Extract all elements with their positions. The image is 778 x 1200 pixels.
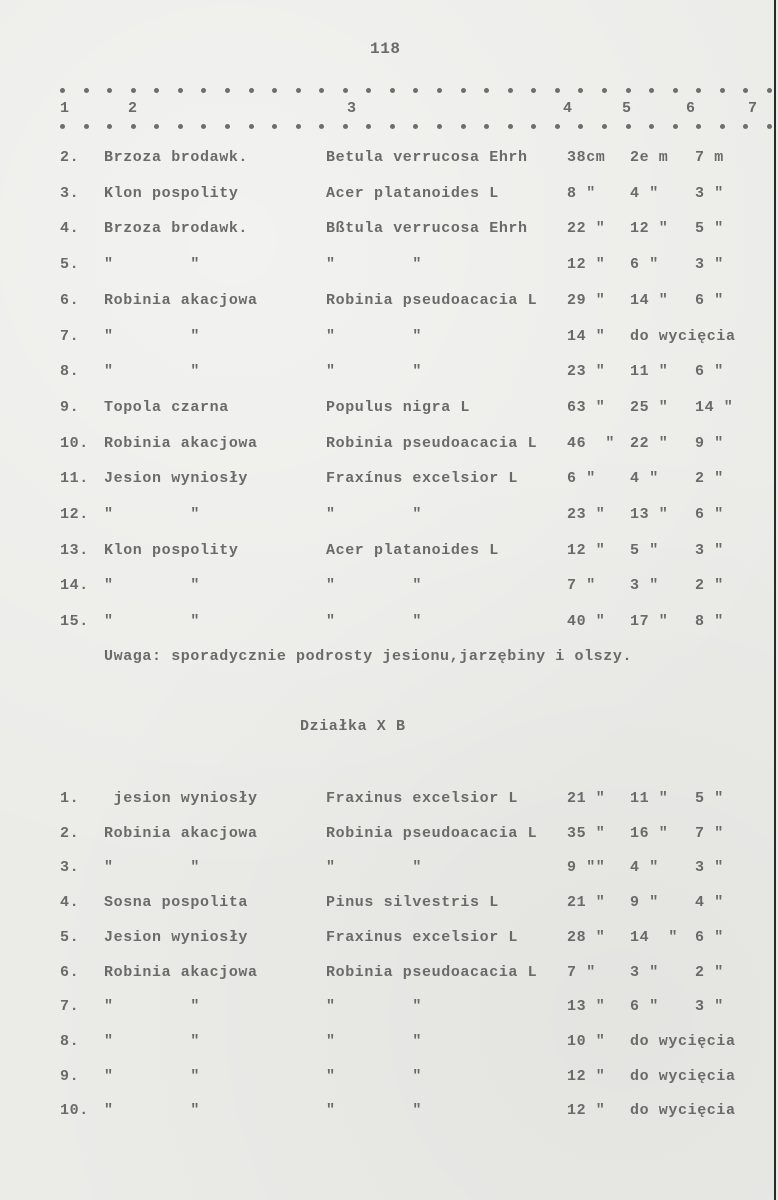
- diameter: 13 ": [567, 998, 606, 1016]
- crown-width: 2 ": [695, 577, 724, 595]
- polish-name: Jesion wyniosły: [104, 470, 249, 488]
- dot: [272, 88, 277, 93]
- dotted-separator-top: [60, 88, 772, 98]
- height: 13 ": [630, 506, 669, 523]
- crown-width: 4 ": [695, 894, 724, 912]
- dot: [437, 88, 442, 93]
- height: 16 ": [630, 824, 669, 842]
- section-title: Działka X B: [300, 718, 406, 735]
- dot: [178, 88, 183, 93]
- diameter: 6 ": [567, 470, 596, 488]
- crown-width: 3 ": [695, 541, 724, 559]
- polish-name: Klon pospolity: [104, 184, 239, 202]
- dot: [296, 124, 301, 129]
- diameter: 38cm: [567, 149, 606, 166]
- row-number: 8.: [60, 363, 80, 381]
- latin-name: Robinia pseudoacacia L: [326, 291, 538, 309]
- polish-name: " ": [104, 577, 201, 595]
- polish-name: " ": [104, 327, 201, 345]
- polish-name: " ": [104, 613, 201, 631]
- table-row: [0, 577, 776, 601]
- crown-width: 3 ": [695, 859, 724, 877]
- diameter: 9 "": [567, 859, 606, 877]
- crown-width: 6 ": [695, 291, 724, 309]
- latin-name: " ": [326, 506, 423, 523]
- height: 9 ": [630, 894, 659, 912]
- polish-name: Klon pospolity: [104, 541, 239, 559]
- row-number: 2.: [60, 824, 80, 842]
- diameter: 12 ": [567, 1067, 606, 1085]
- table-row: [0, 1102, 776, 1126]
- crown-width: 6 ": [695, 506, 724, 523]
- diameter: 7 ": [567, 963, 596, 981]
- dot: [602, 88, 607, 93]
- dot: [602, 124, 607, 129]
- dot: [178, 124, 183, 129]
- polish-name: jesion wyniosły: [104, 790, 258, 807]
- dot: [578, 88, 583, 93]
- latin-name: " ": [326, 1067, 423, 1085]
- polish-name: Robinia akacjowa: [104, 434, 258, 452]
- dot: [60, 124, 65, 129]
- crown-width: 8 ": [695, 613, 724, 631]
- row-number: 3.: [60, 184, 80, 202]
- row-number: 7.: [60, 998, 80, 1016]
- row-number: 4.: [60, 220, 80, 238]
- row-number: 6.: [60, 291, 80, 309]
- row-number: 11.: [60, 470, 89, 488]
- row-number: 5.: [60, 928, 80, 946]
- diameter: 12 ": [567, 541, 606, 559]
- latin-name: Fraxinus excelsior L: [326, 790, 519, 807]
- height: 3 ": [630, 963, 659, 981]
- crown-width: 6 ": [695, 363, 724, 381]
- dot: [720, 88, 725, 93]
- latin-name: Fraxínus excelsior L: [326, 470, 519, 488]
- latin-name: " ": [326, 327, 423, 345]
- polish-name: " ": [104, 256, 201, 274]
- crown-width: 7 ": [695, 824, 724, 842]
- table-row: [0, 470, 776, 494]
- polish-name: " ": [104, 1102, 201, 1120]
- diameter: 12 ": [567, 256, 606, 274]
- diameter: 46 ": [567, 434, 616, 452]
- dot: [508, 88, 513, 93]
- table-row: [0, 399, 776, 423]
- dot: [272, 124, 277, 129]
- dot: [461, 124, 466, 129]
- height: 3 ": [630, 577, 659, 595]
- crown-width: 3 ": [695, 998, 724, 1016]
- polish-name: " ": [104, 859, 201, 877]
- table-row: [0, 256, 776, 280]
- table-row: [0, 894, 776, 918]
- page-number: 118: [370, 40, 401, 58]
- column-number-6: 6: [686, 100, 696, 117]
- latin-name: Robinia pseudoacacia L: [326, 434, 538, 452]
- polish-name: " ": [104, 1067, 201, 1085]
- height: 6 ": [630, 998, 659, 1016]
- dot: [461, 88, 466, 93]
- row-number: 10.: [60, 434, 89, 452]
- crown-width: 6 ": [695, 928, 724, 946]
- table-row: [0, 613, 776, 637]
- diameter: 10 ": [567, 1032, 606, 1050]
- diameter: 21 ": [567, 894, 606, 912]
- dot: [201, 124, 206, 129]
- dot: [531, 124, 536, 129]
- row-number: 6.: [60, 963, 80, 981]
- latin-name: " ": [326, 363, 423, 381]
- height: 12 ": [630, 220, 669, 238]
- dot: [390, 124, 395, 129]
- height: 5 ": [630, 541, 659, 559]
- latin-name: " ": [326, 1102, 423, 1120]
- table-row: [0, 790, 776, 814]
- latin-name: Robinia pseudoacacia L: [326, 963, 538, 981]
- row-number: 8.: [60, 1032, 80, 1050]
- dot: [366, 124, 371, 129]
- column-number-2: 2: [128, 100, 138, 117]
- row-number: 13.: [60, 541, 89, 559]
- dot: [154, 124, 159, 129]
- diameter: 14 ": [567, 327, 606, 345]
- dot: [366, 88, 371, 93]
- dot: [767, 88, 772, 93]
- diameter: 12 ": [567, 1102, 606, 1120]
- height: do wycięcia: [630, 1067, 736, 1085]
- dot: [343, 124, 348, 129]
- dot: [225, 124, 230, 129]
- dot: [343, 88, 348, 93]
- dot: [673, 88, 678, 93]
- dot: [555, 88, 560, 93]
- crown-width: 5 ": [695, 220, 724, 238]
- height: 4 ": [630, 184, 659, 202]
- dot: [84, 88, 89, 93]
- table-row: [0, 292, 776, 316]
- height: 14 ": [630, 928, 679, 946]
- polish-name: Brzoza brodawk.: [104, 220, 249, 238]
- latin-name: " ": [326, 577, 423, 595]
- dot: [673, 124, 678, 129]
- dot: [84, 124, 89, 129]
- table-row: [0, 328, 776, 352]
- column-number-7: 7: [748, 100, 758, 117]
- table-row: [0, 859, 776, 883]
- crown-width: 14 ": [695, 398, 734, 416]
- height: 6 ": [630, 256, 659, 274]
- dot: [154, 88, 159, 93]
- height: 11 ": [630, 790, 669, 807]
- height: do wycięcia: [630, 1032, 736, 1050]
- latin-name: Betula verrucosa Ehrh: [326, 149, 528, 166]
- dot: [225, 88, 230, 93]
- table-row: [0, 435, 776, 459]
- polish-name: Robinia akacjowa: [104, 291, 258, 309]
- column-number-5: 5: [622, 100, 632, 117]
- height: 4 ": [630, 470, 659, 488]
- diameter: 7 ": [567, 577, 596, 595]
- table-row: [0, 185, 776, 209]
- row-number: 3.: [60, 859, 80, 877]
- dot: [319, 124, 324, 129]
- diameter: 22 ": [567, 220, 606, 238]
- crown-width: 2 ": [695, 470, 724, 488]
- height: 4 ": [630, 859, 659, 877]
- crown-width: 7 m: [695, 149, 724, 166]
- column-number-1: 1: [60, 100, 70, 117]
- table-row: [0, 363, 776, 387]
- height: 22 ": [630, 434, 669, 452]
- column-number-3: 3: [347, 100, 357, 117]
- dot: [390, 88, 395, 93]
- table-row: [0, 998, 776, 1022]
- dot: [696, 88, 701, 93]
- latin-name: " ": [326, 1032, 423, 1050]
- table-row: [0, 506, 776, 530]
- row-number: 9.: [60, 1067, 80, 1085]
- table-row: [0, 1033, 776, 1057]
- polish-name: " ": [104, 506, 201, 523]
- height: 2e m: [630, 149, 669, 166]
- latin-name: Pinus silvestris L: [326, 894, 499, 912]
- polish-name: Robinia akacjowa: [104, 824, 258, 842]
- table-row: [0, 220, 776, 244]
- table-row: [0, 149, 776, 173]
- table-row: [0, 1068, 776, 1092]
- dot: [743, 124, 748, 129]
- diameter: 35 ": [567, 824, 606, 842]
- dot: [531, 88, 536, 93]
- row-number: 9.: [60, 398, 80, 416]
- dot: [107, 88, 112, 93]
- height: do wycięcia: [630, 327, 736, 345]
- dot: [578, 124, 583, 129]
- polish-name: Sosna pospolita: [104, 894, 249, 912]
- row-number: 2.: [60, 149, 80, 166]
- dot: [626, 88, 631, 93]
- dot: [249, 88, 254, 93]
- crown-width: 3 ": [695, 184, 724, 202]
- dot: [649, 88, 654, 93]
- polish-name: " ": [104, 363, 201, 381]
- diameter: 21 ": [567, 790, 606, 807]
- dot: [720, 124, 725, 129]
- height: 11 ": [630, 363, 669, 381]
- latin-name: Acer platanoides L: [326, 541, 499, 559]
- row-number: 4.: [60, 894, 80, 912]
- latin-name: " ": [326, 998, 423, 1016]
- note: Uwaga: sporadycznie podrosty jesionu,jarzębiny i olszy.: [104, 648, 633, 665]
- table-row: [0, 825, 776, 849]
- diameter: 23 ": [567, 363, 606, 381]
- polish-name: " ": [104, 998, 201, 1016]
- row-number: 1.: [60, 790, 80, 807]
- crown-width: 9 ": [695, 434, 724, 452]
- height: 17 ": [630, 613, 669, 631]
- dot: [201, 88, 206, 93]
- latin-name: Robinia pseudoacacia L: [326, 824, 538, 842]
- dot: [508, 124, 513, 129]
- dot: [296, 88, 301, 93]
- dot: [767, 124, 772, 129]
- dot: [413, 124, 418, 129]
- diameter: 63 ": [567, 398, 606, 416]
- crown-width: 5 ": [695, 790, 724, 807]
- polish-name: Brzoza brodawk.: [104, 149, 249, 166]
- latin-name: Fraxinus excelsior L: [326, 928, 519, 946]
- row-number: 14.: [60, 577, 89, 595]
- dot: [413, 88, 418, 93]
- dot: [107, 124, 112, 129]
- polish-name: Topola czarna: [104, 398, 229, 416]
- latin-name: Populus nigra L: [326, 398, 471, 416]
- dot: [437, 124, 442, 129]
- row-number: 12.: [60, 506, 89, 523]
- diameter: 8 ": [567, 184, 596, 202]
- diameter: 23 ": [567, 506, 606, 523]
- latin-name: " ": [326, 613, 423, 631]
- diameter: 29 ": [567, 291, 606, 309]
- dot: [649, 124, 654, 129]
- latin-name: Acer platanoides L: [326, 184, 499, 202]
- dot: [484, 88, 489, 93]
- table-row: [0, 929, 776, 953]
- dot: [743, 88, 748, 93]
- crown-width: 2 ": [695, 963, 724, 981]
- dot: [131, 124, 136, 129]
- polish-name: Jesion wyniosły: [104, 928, 249, 946]
- dot: [249, 124, 254, 129]
- height: do wycięcia: [630, 1102, 736, 1120]
- row-number: 5.: [60, 256, 80, 274]
- height: 14 ": [630, 291, 669, 309]
- row-number: 15.: [60, 613, 89, 631]
- diameter: 40 ": [567, 613, 606, 631]
- dot: [319, 88, 324, 93]
- diameter: 28 ": [567, 928, 606, 946]
- table-row: [0, 542, 776, 566]
- page-edge: [774, 0, 776, 1200]
- polish-name: " ": [104, 1032, 201, 1050]
- dot: [626, 124, 631, 129]
- latin-name: Bßtula verrucosa Ehrh: [326, 220, 528, 238]
- height: 25 ": [630, 398, 669, 416]
- row-number: 10.: [60, 1102, 89, 1120]
- row-number: 7.: [60, 327, 80, 345]
- table-row: [0, 964, 776, 988]
- dot: [60, 88, 65, 93]
- dotted-separator-bottom: [60, 124, 772, 134]
- dot: [696, 124, 701, 129]
- dot: [131, 88, 136, 93]
- column-number-4: 4: [563, 100, 573, 117]
- latin-name: " ": [326, 859, 423, 877]
- crown-width: 3 ": [695, 256, 724, 274]
- dot: [555, 124, 560, 129]
- polish-name: Robinia akacjowa: [104, 963, 258, 981]
- latin-name: " ": [326, 256, 423, 274]
- dot: [484, 124, 489, 129]
